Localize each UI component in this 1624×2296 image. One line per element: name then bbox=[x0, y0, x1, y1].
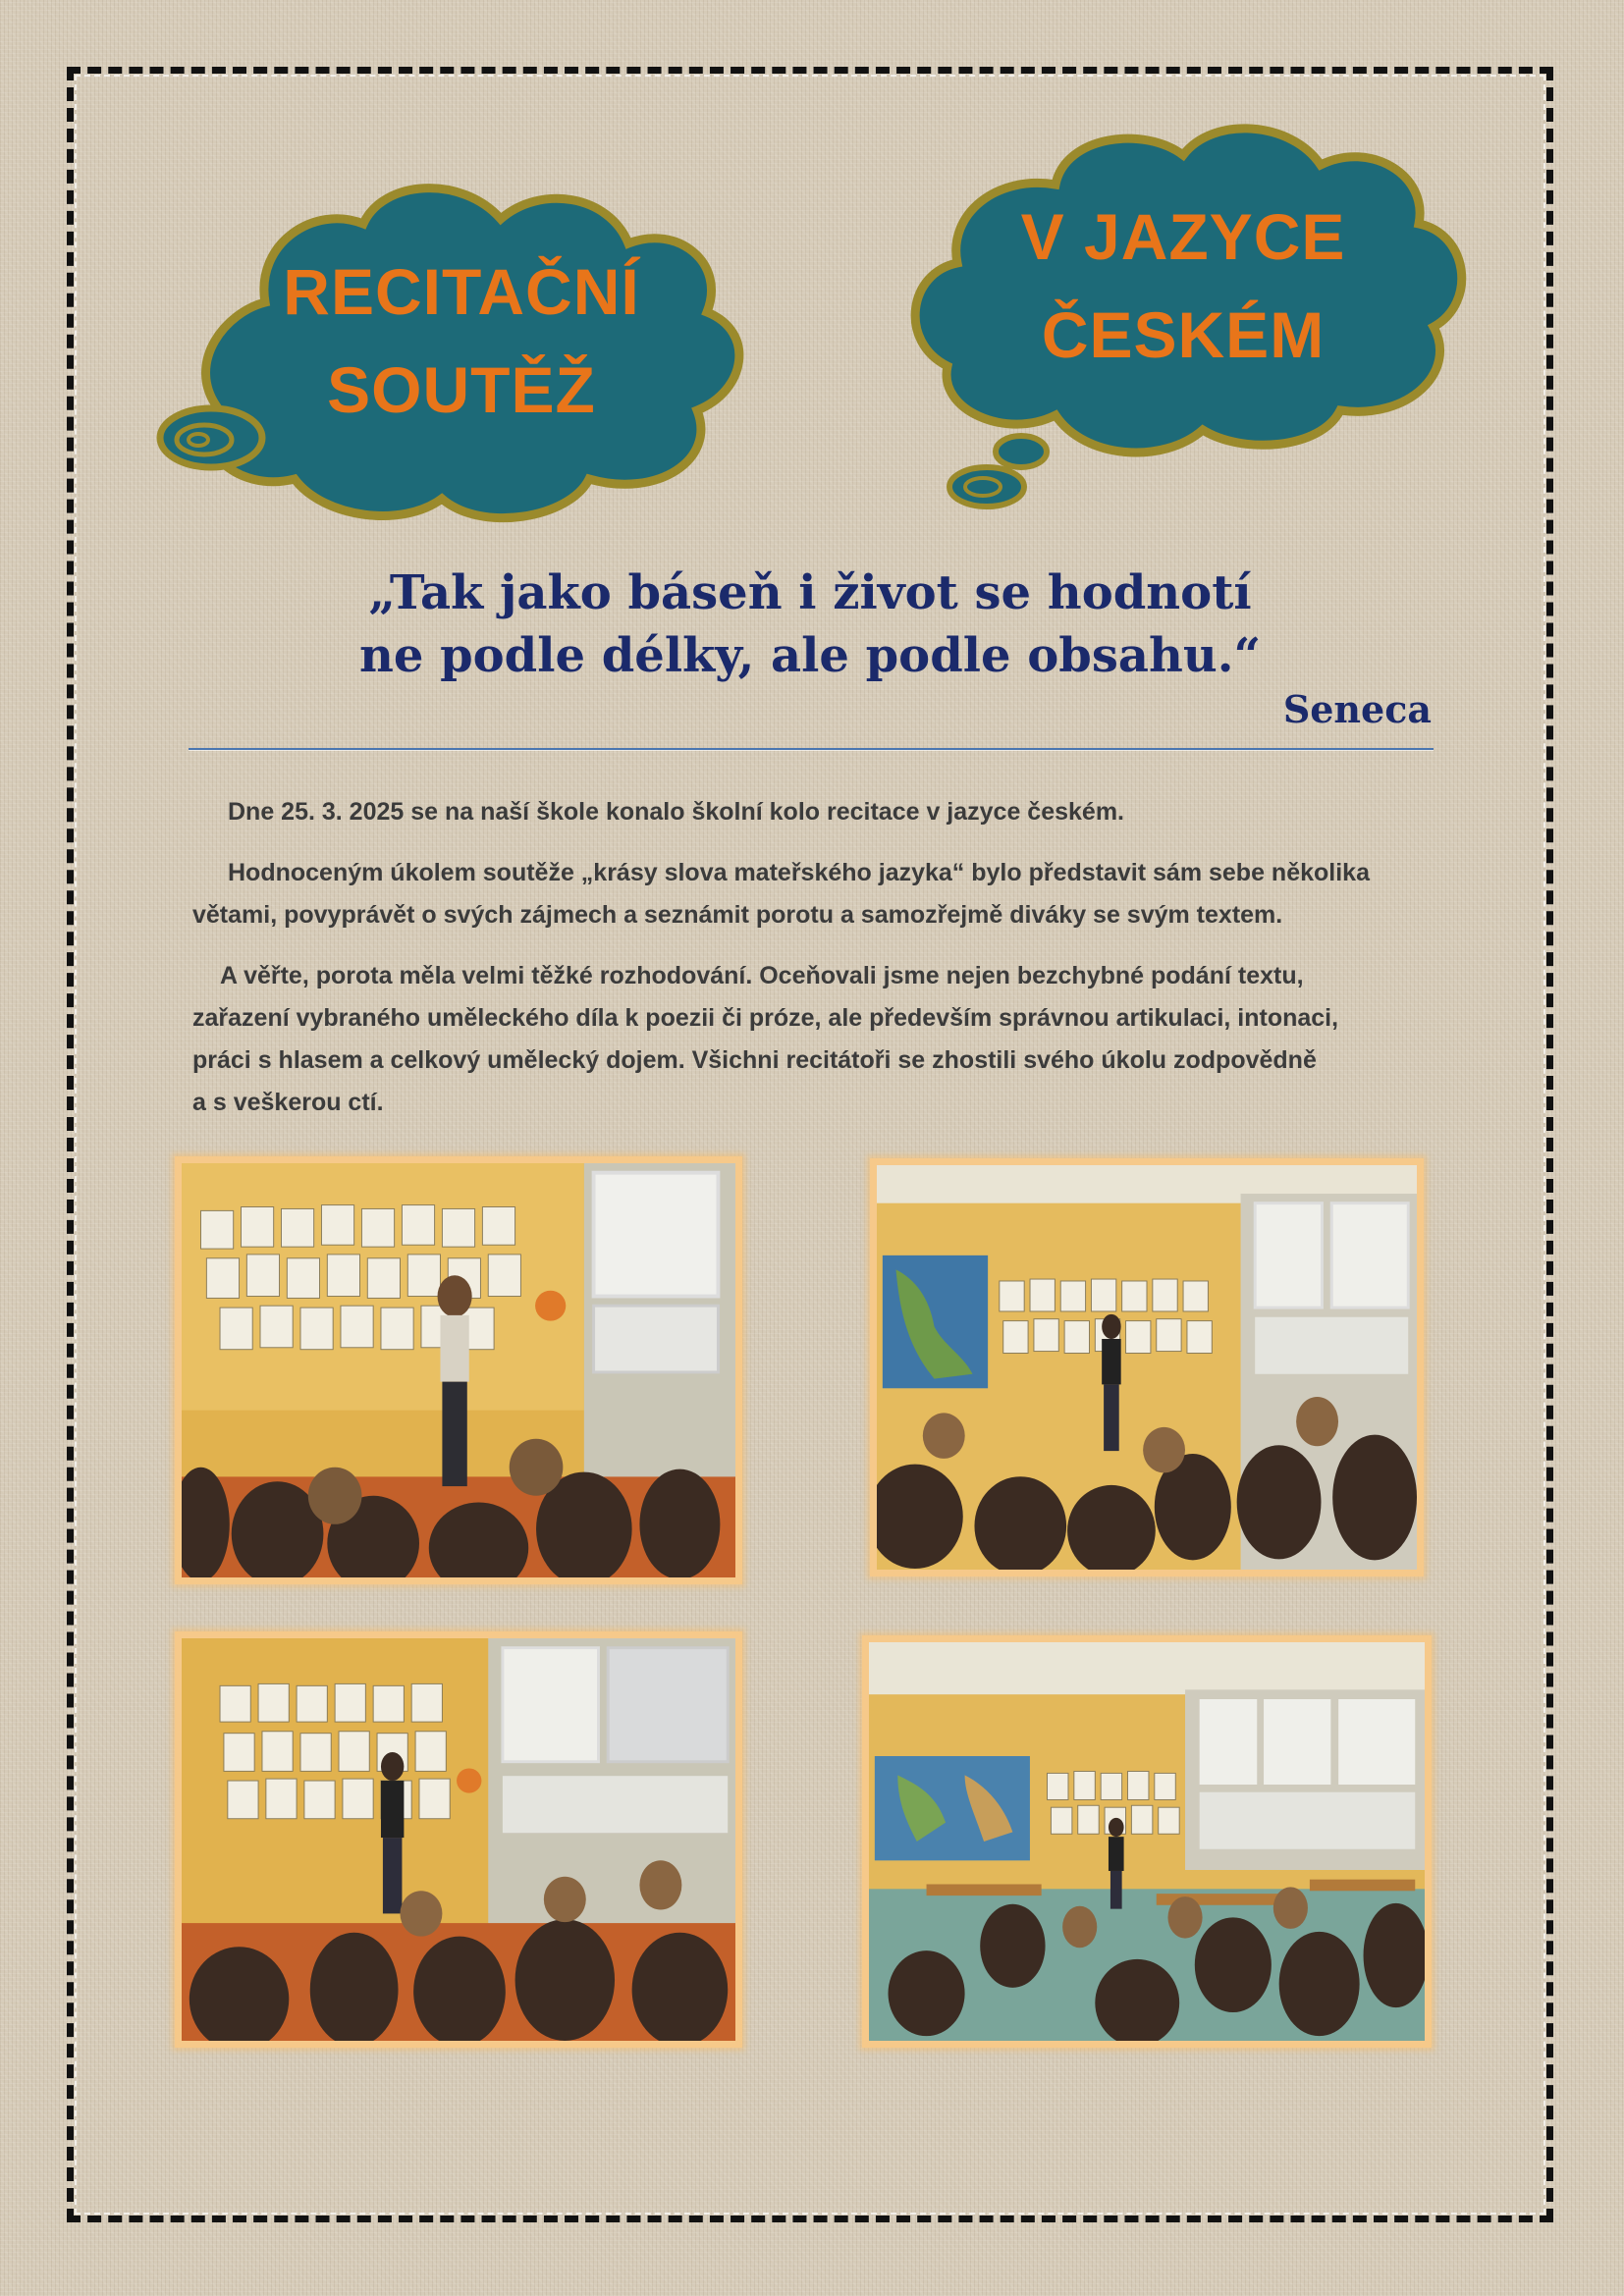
article-paragraph-3-line-2: zařazení vybraného uměleckého díla k poezii či próze, ale především správnou artikulaci, intonaci, bbox=[192, 1004, 1339, 1032]
photo-recitation-3 bbox=[175, 1631, 742, 2048]
cloud-right-line1: V JAZYCE bbox=[1020, 200, 1346, 273]
divider bbox=[189, 748, 1434, 750]
cloud-tail-large bbox=[949, 467, 1024, 507]
article-paragraph-1: Dne 25. 3. 2025 se na naší škole konalo školní kolo recitace v jazyce českém. bbox=[228, 798, 1125, 826]
classroom-photo-image bbox=[182, 1638, 735, 2041]
photo-recitation-4 bbox=[862, 1635, 1432, 2048]
cloud-right-line2: ČESKÉM bbox=[1041, 298, 1326, 371]
title-cloud-right bbox=[889, 116, 1478, 518]
cloud-left-line1: RECITAČNÍ bbox=[283, 255, 640, 328]
quote-line-1: „Tak jako báseň i život se hodnotí bbox=[368, 565, 1252, 620]
cloud-tail-medium bbox=[996, 436, 1047, 467]
article-paragraph-3-line-1: A věřte, porota měla velmi těžké rozhodování. Oceňovali jsme nejen bezchybné podání textu, bbox=[220, 962, 1304, 989]
quote-line-2: ne podle délky, ale podle obsahu.“ bbox=[358, 628, 1262, 683]
title-cloud-left bbox=[147, 165, 795, 528]
photo-recitation-1 bbox=[175, 1156, 742, 1584]
quote-author: Seneca bbox=[1282, 687, 1432, 731]
classroom-photo-image bbox=[182, 1163, 735, 1577]
article-paragraph-2-line-2: větami, povyprávět o svých zájmech a seznámit porotu a samozřejmě diváky se svým textem. bbox=[192, 901, 1283, 929]
photo-recitation-2 bbox=[870, 1158, 1424, 1576]
cloud-left-line2: SOUTĚŽ bbox=[327, 353, 596, 426]
article-paragraph-2-line-1: Hodnoceným úkolem soutěže „krásy slova mateřského jazyka“ bylo představit sám sebe několika bbox=[228, 859, 1370, 886]
classroom-photo-image bbox=[877, 1165, 1417, 1570]
classroom-photo-image bbox=[869, 1642, 1425, 2041]
article-paragraph-3-line-4: a s veškerou ctí. bbox=[192, 1089, 384, 1116]
article-paragraph-3-line-3: práci s hlasem a celkový umělecký dojem. Všichni recitátoři se zhostili svého úkolu zodpovědně bbox=[192, 1046, 1317, 1074]
